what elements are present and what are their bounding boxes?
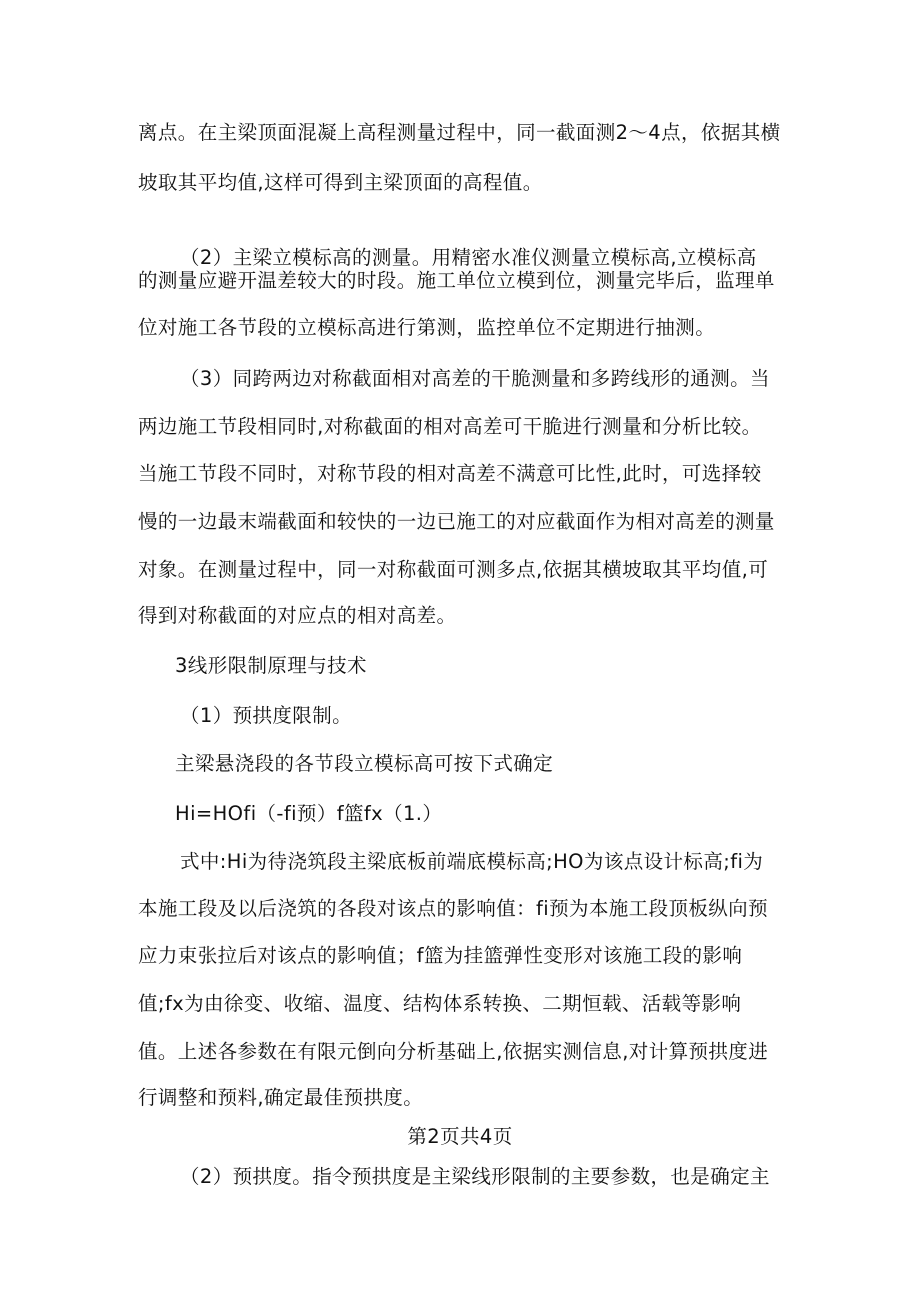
section-heading: 3线形限制原理与技术: [175, 654, 367, 677]
text-line: 慢的一边最末端截面和较快的一边已施工的对应截面作为相对高差的测量: [138, 510, 775, 533]
text-line: 主梁悬浇段的各节段立模标高可按下式确定: [175, 752, 554, 775]
text-line: 两边施工节段相同时,对称截面的相对高差可干脆进行测量和分析比较。: [138, 415, 762, 438]
text-line: 式中:Hi为待浇筑段主梁底板前端底模标高;HO为该点设计标高;fi为: [180, 850, 764, 873]
text-line: 行调整和预料,确定最佳预拱度。: [138, 1086, 424, 1109]
text-line: 本施工段及以后浇筑的各段对该点的影响值：fi预为本施工段顶板纵向预: [138, 897, 768, 920]
text-line: 得到对称截面的对应点的相对高差。: [138, 604, 457, 627]
text-line: 的测量应避开温差较大的时段。施工单位立模到位，测量完毕后，监理单: [138, 269, 775, 292]
text-line: 值;fx为由徐变、收缩、温度、结构体系转换、二期恒载、活载等影响: [138, 992, 742, 1015]
text-line: 应力束张拉后对该点的影响值；f篮为挂篮弹性变形对该施工段的影响: [138, 944, 743, 967]
page-number: 第2页共4页: [407, 1125, 513, 1148]
text-line: 值。上述各参数在有限元倒向分析基础上,依据实测信息,对计算预拱度进: [138, 1040, 769, 1063]
text-line: 当施工节段不同时，对称节段的相对高差不满意可比性,此时，可选择较: [138, 462, 762, 485]
text-line: （2）主梁立模标高的测量。用精密水准仪测量立模标高,立模标高: [180, 246, 757, 269]
text-line: （3）同跨两边对称截面相对高差的干脆测量和多跨线形的通测。当: [180, 367, 770, 390]
text-line: （1）预拱度限制。: [180, 704, 353, 727]
text-line: 位对施工各节段的立模标高进行第测，监控单位不定期进行抽测。: [138, 316, 716, 339]
text-line: 对象。在测量过程中，同一对称截面可测多点,依据其横坡取其平均值,可: [138, 558, 769, 581]
text-line: （2）预拱度。指令预拱度是主梁线形限制的主要参数，也是确定主: [180, 1165, 770, 1188]
text-line: 离点。在主梁顶面混凝上高程测量过程中，同一截面测2～4点，依据其横: [138, 121, 781, 144]
formula-line: Hi=HOfi（-fi预）f篮fx（1.）: [175, 802, 443, 825]
text-line: 坡取其平均值,这样可得到主梁顶面的高程值。: [138, 171, 543, 194]
